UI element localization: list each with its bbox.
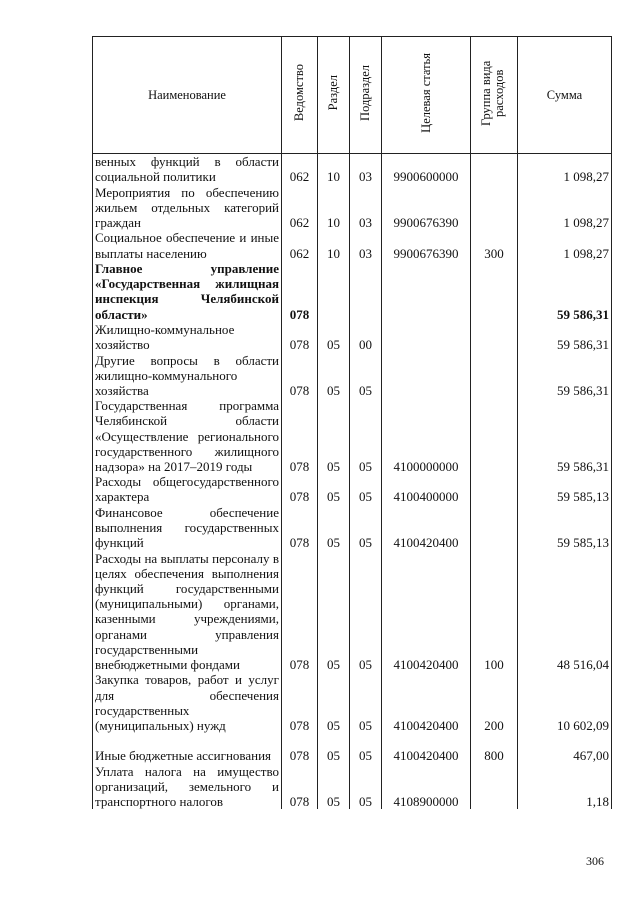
- row-podrazdel-cell: 05: [350, 733, 382, 763]
- row-razdel-cell: 05: [318, 672, 350, 733]
- table-row: [93, 474, 612, 504]
- table-row: [93, 505, 612, 551]
- row-podrazdel-cell: 05: [350, 474, 382, 504]
- row-gruppa-cell: [471, 154, 518, 185]
- row-summa-cell: 1 098,27: [518, 154, 612, 185]
- row-gruppa-cell: 300: [471, 230, 518, 260]
- row-name-cell: Уплата налога на имущество организаций, земельного и транспортного налогов: [93, 763, 282, 809]
- table-header: [93, 37, 612, 154]
- row-vedomstvo-cell: 078: [282, 551, 318, 673]
- row-razdel-cell: 10: [318, 154, 350, 185]
- row-razdel-cell: 05: [318, 763, 350, 809]
- row-vedomstvo-cell: 078: [282, 398, 318, 474]
- row-vedomstvo-cell: 078: [282, 261, 318, 322]
- row-podrazdel-cell: 03: [350, 184, 382, 230]
- row-celevaya-cell: 4100000000: [382, 398, 471, 474]
- row-summa-cell: 59 586,31: [518, 398, 612, 474]
- row-podrazdel-cell: 05: [350, 505, 382, 551]
- row-razdel-cell: 05: [318, 352, 350, 398]
- table-row: [93, 230, 612, 260]
- row-gruppa-cell: [471, 763, 518, 809]
- row-gruppa-cell: [471, 474, 518, 504]
- row-celevaya-cell: 9900600000: [382, 154, 471, 185]
- row-gruppa-cell: 800: [471, 733, 518, 763]
- row-celevaya-cell: [382, 322, 471, 352]
- row-gruppa-cell: 100: [471, 551, 518, 673]
- row-celevaya-cell: 4100420400: [382, 672, 471, 733]
- row-vedomstvo-cell: 062: [282, 230, 318, 260]
- header-name: Наименование: [93, 37, 282, 154]
- row-summa-cell: 1 098,27: [518, 230, 612, 260]
- row-celevaya-cell: 9900676390: [382, 230, 471, 260]
- row-razdel-cell: 05: [318, 474, 350, 504]
- header-razdel: Раздел: [318, 37, 350, 154]
- row-razdel-cell: 05: [318, 733, 350, 763]
- row-gruppa-cell: [471, 322, 518, 352]
- row-podrazdel-cell: 03: [350, 154, 382, 185]
- row-summa-cell: 1,18: [518, 763, 612, 809]
- table-row: [93, 398, 612, 474]
- row-razdel-cell: [318, 261, 350, 322]
- row-podrazdel-cell: 05: [350, 398, 382, 474]
- row-celevaya-cell: 4100420400: [382, 505, 471, 551]
- table-row: [93, 672, 612, 733]
- row-summa-cell: 59 586,31: [518, 352, 612, 398]
- row-summa-cell: 10 602,09: [518, 672, 612, 733]
- row-podrazdel-cell: 05: [350, 763, 382, 809]
- row-vedomstvo-cell: 078: [282, 505, 318, 551]
- row-razdel-cell: 05: [318, 322, 350, 352]
- row-podrazdel-cell: 05: [350, 551, 382, 673]
- row-name-cell: Главное управление «Государственная жилищная инспекция Челябинской области»: [93, 261, 282, 322]
- row-name-cell: Государственная программа Челябинской области «Осуществление регионального государственного жилищного надзора» на 2017–2019 годы: [93, 398, 282, 474]
- row-razdel-cell: 05: [318, 551, 350, 673]
- row-podrazdel-cell: 05: [350, 672, 382, 733]
- row-name-cell: Жилищно-коммунальное хозяйство: [93, 322, 282, 352]
- row-vedomstvo-cell: 078: [282, 474, 318, 504]
- row-gruppa-cell: [471, 352, 518, 398]
- row-vedomstvo-cell: 078: [282, 763, 318, 809]
- row-name-cell: Расходы общегосударственного характера: [93, 474, 282, 504]
- row-gruppa-cell: 200: [471, 672, 518, 733]
- row-summa-cell: 48 516,04: [518, 551, 612, 673]
- row-razdel-cell: 05: [318, 398, 350, 474]
- row-vedomstvo-cell: 078: [282, 352, 318, 398]
- row-name-cell: венных функций в области социальной политики: [93, 154, 282, 185]
- row-celevaya-cell: [382, 352, 471, 398]
- row-summa-cell: 59 585,13: [518, 505, 612, 551]
- row-name-cell: Финансовое обеспечение выполнения государственных функций: [93, 505, 282, 551]
- row-podrazdel-cell: [350, 261, 382, 322]
- row-gruppa-cell: [471, 184, 518, 230]
- row-vedomstvo-cell: 062: [282, 184, 318, 230]
- table-row: [93, 322, 612, 352]
- header-summa: Сумма: [518, 37, 612, 154]
- table-row: [93, 352, 612, 398]
- row-celevaya-cell: [382, 261, 471, 322]
- row-celevaya-cell: 4108900000: [382, 763, 471, 809]
- row-name-cell: Мероприятия по обеспечению жильем отдельных категорий граждан: [93, 184, 282, 230]
- row-vedomstvo-cell: 078: [282, 322, 318, 352]
- row-celevaya-cell: 4100400000: [382, 474, 471, 504]
- row-celevaya-cell: 4100420400: [382, 733, 471, 763]
- row-razdel-cell: 05: [318, 505, 350, 551]
- row-name-cell: Иные бюджетные ассигнования: [93, 733, 282, 763]
- row-summa-cell: 59 586,31: [518, 261, 612, 322]
- table-row: [93, 733, 612, 763]
- row-summa-cell: 1 098,27: [518, 184, 612, 230]
- budget-table: [92, 36, 612, 809]
- row-celevaya-cell: 9900676390: [382, 184, 471, 230]
- header-vedomstvo: Ведомство: [282, 37, 318, 154]
- table-row: [93, 261, 612, 322]
- row-vedomstvo-cell: 062: [282, 154, 318, 185]
- table-row: [93, 154, 612, 185]
- row-summa-cell: 59 585,13: [518, 474, 612, 504]
- row-name-cell: Социальное обеспечение и иные выплаты населению: [93, 230, 282, 260]
- row-gruppa-cell: [471, 398, 518, 474]
- row-razdel-cell: 10: [318, 184, 350, 230]
- row-podrazdel-cell: 03: [350, 230, 382, 260]
- table-row: [93, 551, 612, 673]
- table-row: [93, 763, 612, 809]
- header-gruppa-vida-rashodov: Группа вида расходов: [471, 37, 518, 154]
- row-razdel-cell: 10: [318, 230, 350, 260]
- row-summa-cell: 467,00: [518, 733, 612, 763]
- table-row: [93, 184, 612, 230]
- table-body: [93, 154, 612, 810]
- row-summa-cell: 59 586,31: [518, 322, 612, 352]
- header-podrazdel: Подраздел: [350, 37, 382, 154]
- header-celevaya-statya: Целевая статья: [382, 37, 471, 154]
- page-number: 306: [586, 854, 604, 868]
- row-name-cell: Закупка товаров, работ и услуг для обеспечения государственных (муниципальных) нужд: [93, 672, 282, 733]
- row-gruppa-cell: [471, 261, 518, 322]
- row-celevaya-cell: 4100420400: [382, 551, 471, 673]
- row-vedomstvo-cell: 078: [282, 672, 318, 733]
- row-podrazdel-cell: 00: [350, 322, 382, 352]
- row-name-cell: Другие вопросы в области жилищно-коммунального хозяйства: [93, 352, 282, 398]
- row-name-cell: Расходы на выплаты персоналу в целях обеспечения выполнения функций государственными (муниципальными) органами, казенными учреждениями, органами управления государственными внебюджетными фондами: [93, 551, 282, 673]
- row-vedomstvo-cell: 078: [282, 733, 318, 763]
- row-podrazdel-cell: 05: [350, 352, 382, 398]
- row-gruppa-cell: [471, 505, 518, 551]
